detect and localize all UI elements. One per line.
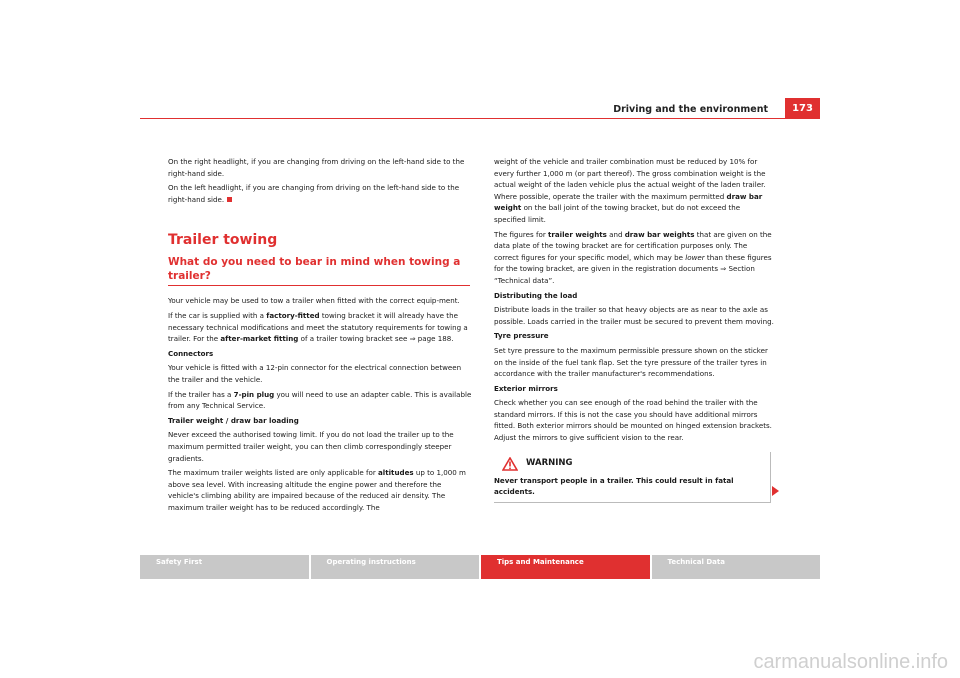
paragraph: Distribute loads in the trailer so that heavy objects are as near to the axle as possible. Loads carried in the trailer must be secured to prevent them moving. (494, 305, 774, 326)
warning-title: WARNING (526, 457, 573, 468)
section-end-marker (227, 197, 232, 202)
tab-operating-instructions[interactable]: Operating instructions (311, 555, 480, 579)
section-title: Trailer towing (168, 232, 278, 249)
continue-arrow-icon (772, 486, 779, 496)
header-rule (140, 118, 820, 119)
paragraph: Check whether you can see enough of the road behind the trailer with the standard mirrors. If this is not the case you should have additional mirrors fitted. Both exterior mirrors should be mounted on hinged extension brackets. Adjust the mirrors to give sufficient vision to the rear. (494, 398, 772, 443)
paragraph: The figures for trailer weights and draw bar weights that are given on the data plate of the towing bracket are for certification purposes only. The correct figures for your specific model, which may be lower than these figures for the towing bracket, are given in the registration documents ⇒ Section “Technical data”. (494, 229, 772, 285)
paragraph (168, 182, 472, 205)
subheading-trailer-weight: Trailer weight / draw bar loading (168, 415, 299, 425)
warning-text: Never transport people in a trailer. This could result in fatal accidents. (494, 475, 734, 497)
warning-box (494, 452, 771, 503)
page-reference-link[interactable]: of a trailer towing bracket see ⇒ page 188. (298, 334, 454, 344)
page-header-title: Driving and the environment (613, 104, 768, 115)
footer-nav (140, 555, 820, 579)
paragraph-text: On the left headlight, if you are changing from driving on the left-hand side to the right-hand side. (168, 183, 460, 204)
subheading-tyre-pressure: Tyre pressure (494, 331, 549, 341)
paragraph: The maximum trailer weights listed are only applicable for altitudes up to 1,000 m above sea level. With increasing altitude the engine power and therefore the vehicle's climbing ability are impaired because of the reduced air density. The maximum trailer weight has to be reduced accordingly. The (168, 468, 466, 512)
left-column (168, 156, 472, 516)
subheading-connectors: Connectors (168, 348, 214, 358)
paragraph: weight of the vehicle and trailer combination must be reduced by 10% for every further 1,000 m (or part thereof). The gross combination weight is the actual weight of the laden vehicle plus the actual weight of the laden trailer. Where possible, operate the trailer with the maximum permitted draw bar weight on the ball joint of the towing bracket, but do not exceed the specified limit. (494, 157, 766, 224)
paragraph: If the car is supplied with a factory-fitted towing bracket it will already have the necessary technical modifications and meet the statutory requirements for towing a trailer. For the after-market fitting of a trailer towing bracket see ⇒ page 188. (168, 310, 468, 344)
subheading-distributing-load: Distributing the load (494, 290, 578, 300)
tab-technical-data[interactable]: Technical Data (652, 555, 821, 579)
subheading-exterior-mirrors: Exterior mirrors (494, 383, 558, 393)
paragraph: On the right headlight, if you are changing from driving on the left-hand side to the right-hand side. (168, 157, 465, 178)
right-column (494, 156, 774, 503)
section-reference-link[interactable]: than these figures for the towing bracket, are given in the registration documents ⇒ Section “Technical data”. (494, 252, 772, 285)
watermark: carmanualsonline.info (753, 651, 948, 673)
paragraph: Your vehicle may be used to tow a trailer when fitted with the correct equip-ment. (168, 296, 460, 306)
paragraph: Set tyre pressure to the maximum permissible pressure shown on the sticker on the inside of the fuel tank flap. Set the tyre pressure of the trailer tyres in accordance with the trailer manufacturer's recommendations. (494, 345, 768, 379)
tab-tips-and-maintenance[interactable]: Tips and Maintenance (481, 555, 650, 579)
paragraph: Your vehicle is fitted with a 12-pin connector for the electrical connection between the trailer and the vehicle. (168, 363, 462, 384)
paragraph: If the trailer has a 7-pin plug you will need to use an adapter cable. This is available from any Technical Service. (168, 389, 472, 411)
subsection-title: What do you need to bear in mind when towing a trailer? (168, 255, 470, 286)
tab-safety-first[interactable]: Safety First (140, 555, 309, 579)
warning-header (502, 456, 770, 472)
page-number: 173 (785, 98, 820, 118)
warning-triangle-icon (502, 457, 518, 471)
paragraph: Never exceed the authorised towing limit. If you do not load the trailer up to the maximum permitted trailer weight, you can then climb correspondingly steeper gradients. (168, 430, 454, 463)
